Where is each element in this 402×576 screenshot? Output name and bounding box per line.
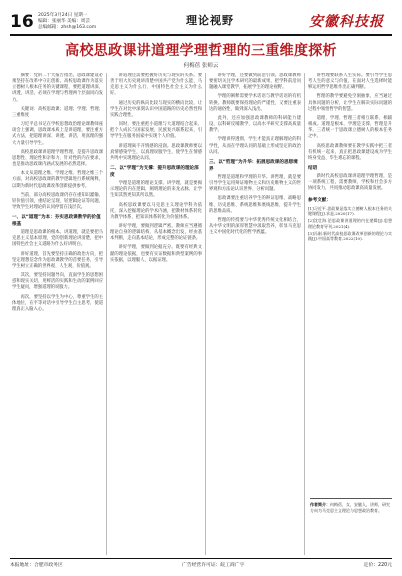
article-column-2 bbox=[110, 73, 202, 555]
references-heading: 参考文献： bbox=[308, 197, 331, 203]
article-authors: 何梅蓓 张师云 bbox=[183, 63, 219, 69]
issue-email: 总编邮箱：zhsh@163.com bbox=[38, 25, 97, 31]
column-divider bbox=[205, 73, 206, 555]
footer-license: 广告经营许可证：皖工商广字 bbox=[182, 563, 245, 568]
paragraph: 学理的阐释需要学术话语与教学话语的有机转换。教师既要保持理论的严谨性，又要注重表达的通俗性，做到深入浅出。 bbox=[209, 94, 301, 112]
reference-item: [3]冯刚.新时代高校思政课改革创新的理论与实践[J].中国高等教育,2022(10). bbox=[308, 230, 392, 242]
paragraph: 道理、学理、哲理三者相互联系、相辅相成。道理是根本，学理是支撑，哲理是升华，三者统一于思政课立德树人的根本任务之中。 bbox=[308, 115, 392, 140]
article-column-1 bbox=[12, 73, 103, 555]
paragraph: 通过历史的纵向比较与现实的横向比较，让学生在对比中深刻认识中国道路的历史必然性和实践合理性。 bbox=[110, 100, 202, 118]
section-heading: 二、以“学理”为支撑：提升思政课的理论深度 bbox=[110, 166, 199, 179]
article-column-4 bbox=[308, 73, 392, 493]
paragraph: 高校思政课要以马克思主义理论学科为依托，深入挖掘理论的学术内涵，把教材体系转化为教学体系，把知识体系转化为价值体系。 bbox=[110, 202, 202, 220]
section-title: 理论视野 bbox=[186, 14, 234, 27]
footer-divider bbox=[10, 558, 392, 559]
paragraph: 再次，要坚持以学生为中心，尊重学生的主体地位，在平等对话中引导学生自主思考，使道理真正入脑入心。 bbox=[12, 294, 103, 312]
paragraph: 讲道理还需要把握好历史与现实的关系。要善于用大历史观讲清楚中国共产党为什么能、马克思主义为什么行、中国特色社会主义为什么好。 bbox=[110, 73, 202, 97]
author-info-text: 何梅蓓，女，安徽人，讲师，研究方向为马克思主义理论与思想政治教育。 bbox=[310, 502, 390, 513]
paragraph: 讲好道理，首先要坚持正确的政治方向，把坚定理想信念作为思政课教学的首要任务，引导学生树立正确的世界观、人生观、价值观。 bbox=[12, 251, 103, 269]
article-headline: 高校思政课讲道理学理哲理的三重维度探析 bbox=[65, 43, 337, 59]
section-heading: 一、以“道理”为本：夯实思政课教学的价值根基 bbox=[12, 215, 101, 228]
paragraph: 习近平总书记在学校思想政治理论课教师座谈会上强调，思政课本质上是讲道理，要注重方式方法，把道理讲深、讲透、讲活，用真理的强大力量引导学生。 bbox=[12, 122, 103, 146]
issue-date: 2025年3月24日 星期一 bbox=[38, 13, 88, 18]
paragraph: 新时代高校思政课讲道理学理哲理，是一项系统工程，需要教师、学校和社会多方协同发力，共同推动思政课高质量发展。 bbox=[308, 174, 392, 192]
paragraph: 思政课要注重培养学生的辩证思维、战略思维、历史思维、系统思维和底线思维，提升学生的思维品质。 bbox=[209, 196, 301, 214]
paragraph: 学理讲得透彻，学生才能真正理解理论的科学性，从而在学理认同的基础上形成坚定的政治认同。 bbox=[209, 137, 301, 155]
article-column-3 bbox=[209, 73, 301, 555]
paragraph: 讲好学理，要做到逻辑严密。教师应当遵循理论自身的逻辑结构，从基本概念出发，经由基本判断，走向基本结论，形成完整的论证链条。 bbox=[110, 223, 202, 242]
paragraph: 讲道理离不开情感的浸润。思政课教师要以真情感染学生，以真理说服学生，使学生在情感共鸣中实现理论认同。 bbox=[110, 143, 202, 161]
footer-address: 本报地址：合肥市政务区 bbox=[10, 563, 63, 568]
page-footer bbox=[10, 561, 392, 568]
author-info-box bbox=[310, 498, 392, 515]
article-keywords: 关键词：高校思政课；道理；学理；哲理；三重维度 bbox=[12, 106, 103, 118]
issue-editors: 编辑：张丽华 美编：周芸 bbox=[38, 19, 90, 25]
section-heading: 结语 bbox=[308, 166, 318, 172]
paragraph: 哲理的传授要与中华优秀传统文化相结合，从中华文明的深厚智慧中汲取营养，彰显马克思主义中国化时代化的哲学底蕴。 bbox=[209, 217, 301, 236]
paragraph: 讲哲理要联系人生实际。要引导学生思考人生的意义与价值，在面对人生选择时能够运用哲学思维作出正确判断。 bbox=[308, 73, 392, 91]
page-number: 16 bbox=[10, 12, 34, 32]
paragraph: 哲理是道理和学理的升华。讲哲理，就是要引导学生运用辩证唯物主义和历史唯物主义的世界观和方法论认识世界、分析问题。 bbox=[209, 174, 301, 193]
paragraph: 当前，部分高校思政课仍存在重知识灌输、轻价值引领，重结论呈现、轻逻辑论证等问题，导致学生对理论的认同停留在浅层次。 bbox=[12, 192, 103, 210]
author-info bbox=[310, 502, 392, 513]
paragraph: 高校思政课讲道理学理哲理，是提升思政课思想性、理论性和亲和力、针对性的内在要求，也是推动思政课内涵式发展的必然选择。 bbox=[12, 149, 103, 168]
paragraph: 哲理的教学要避免空洞抽象，应当通过具体问题的分析，让学生在解决实际问题的过程中领悟哲学的智慧。 bbox=[308, 94, 392, 112]
article-abstract: 摘要：党的二十大报告指出，思政课建设必须坚持在改革中守正创新。高校思政课作为落实立德树人根本任务的关键课程，要把道理讲深、讲透、讲活，必须在学理与哲理两个层面同向发力。 bbox=[12, 73, 103, 103]
reference-item: [1]习近平.思政课是落实立德树人根本任务的关键课程[J].求是,2020(17). bbox=[308, 205, 392, 217]
paragraph: 同时，要注重把小道理与大道理结合起来，把个人成长与国家发展、民族复兴联系起来，引导学生在服务国家中实现个人价值。 bbox=[110, 122, 202, 140]
header-bar bbox=[10, 10, 392, 34]
paragraph: 讲好学理，还要做到前沿引领。思政课教师要密切关注学术研究的最新成果，把学科前沿问题融入课堂教学，拓展学生的理论视野。 bbox=[209, 73, 301, 91]
newspaper-logo: 安徽科技报 bbox=[309, 14, 384, 30]
reference-item: [2]沈壮海.论思政课讲道理的内在逻辑[J].思想理论教育导刊,2021(4). bbox=[308, 218, 392, 229]
paragraph: 讲好学理，要做到论据充分。既要有经典文献的理论依据，也要有实证数据和典型案例的事实依据，以理服人、以据证理。 bbox=[110, 245, 202, 263]
paragraph: 本文从道理之维、学理之维、哲理之维三个方面，对高校思政课的教学逻辑进行系统阐释，以期为新时代思政课改革创新提供参考。 bbox=[12, 171, 103, 189]
paragraph: 其次，要坚持问题导向，直面学生的思想困惑和现实关切，用鲜活的实践和生动的案例回应学生疑问，增强道理的说服力。 bbox=[12, 273, 103, 291]
paragraph: 学理是道理的理论支撑。讲学理，就是要揭示理论的内在逻辑，阐明理论的来龙去脉，让学生知其然更知其所以然。 bbox=[110, 181, 202, 199]
issue-meta bbox=[38, 13, 96, 32]
paragraph: 道理是思政课的根本。讲道理，就是要把马克思主义基本原理、党的创新理论讲清楚，把中国特色社会主义道路为什么好讲明白。 bbox=[12, 230, 103, 248]
footer-price: 定价：220元 bbox=[363, 563, 392, 568]
author-info-label: 作者简介： bbox=[310, 502, 330, 507]
section-heading: 三、以“哲理”为升华：拓展思政课的思想境界 bbox=[209, 159, 298, 172]
header-divider bbox=[10, 34, 392, 36]
paragraph: 此外，还应加强思政课教师的科研能力建设，以科研反哺教学，以高水平研究支撑高质量教学。 bbox=[209, 115, 301, 134]
column-divider bbox=[106, 73, 107, 555]
column-divider bbox=[304, 73, 305, 555]
paragraph: 高校思政课教师要在教学实践中把三者有机统一起来，真正把思政课建设成为学生终身受益、毕生难忘的课程。 bbox=[308, 143, 392, 161]
